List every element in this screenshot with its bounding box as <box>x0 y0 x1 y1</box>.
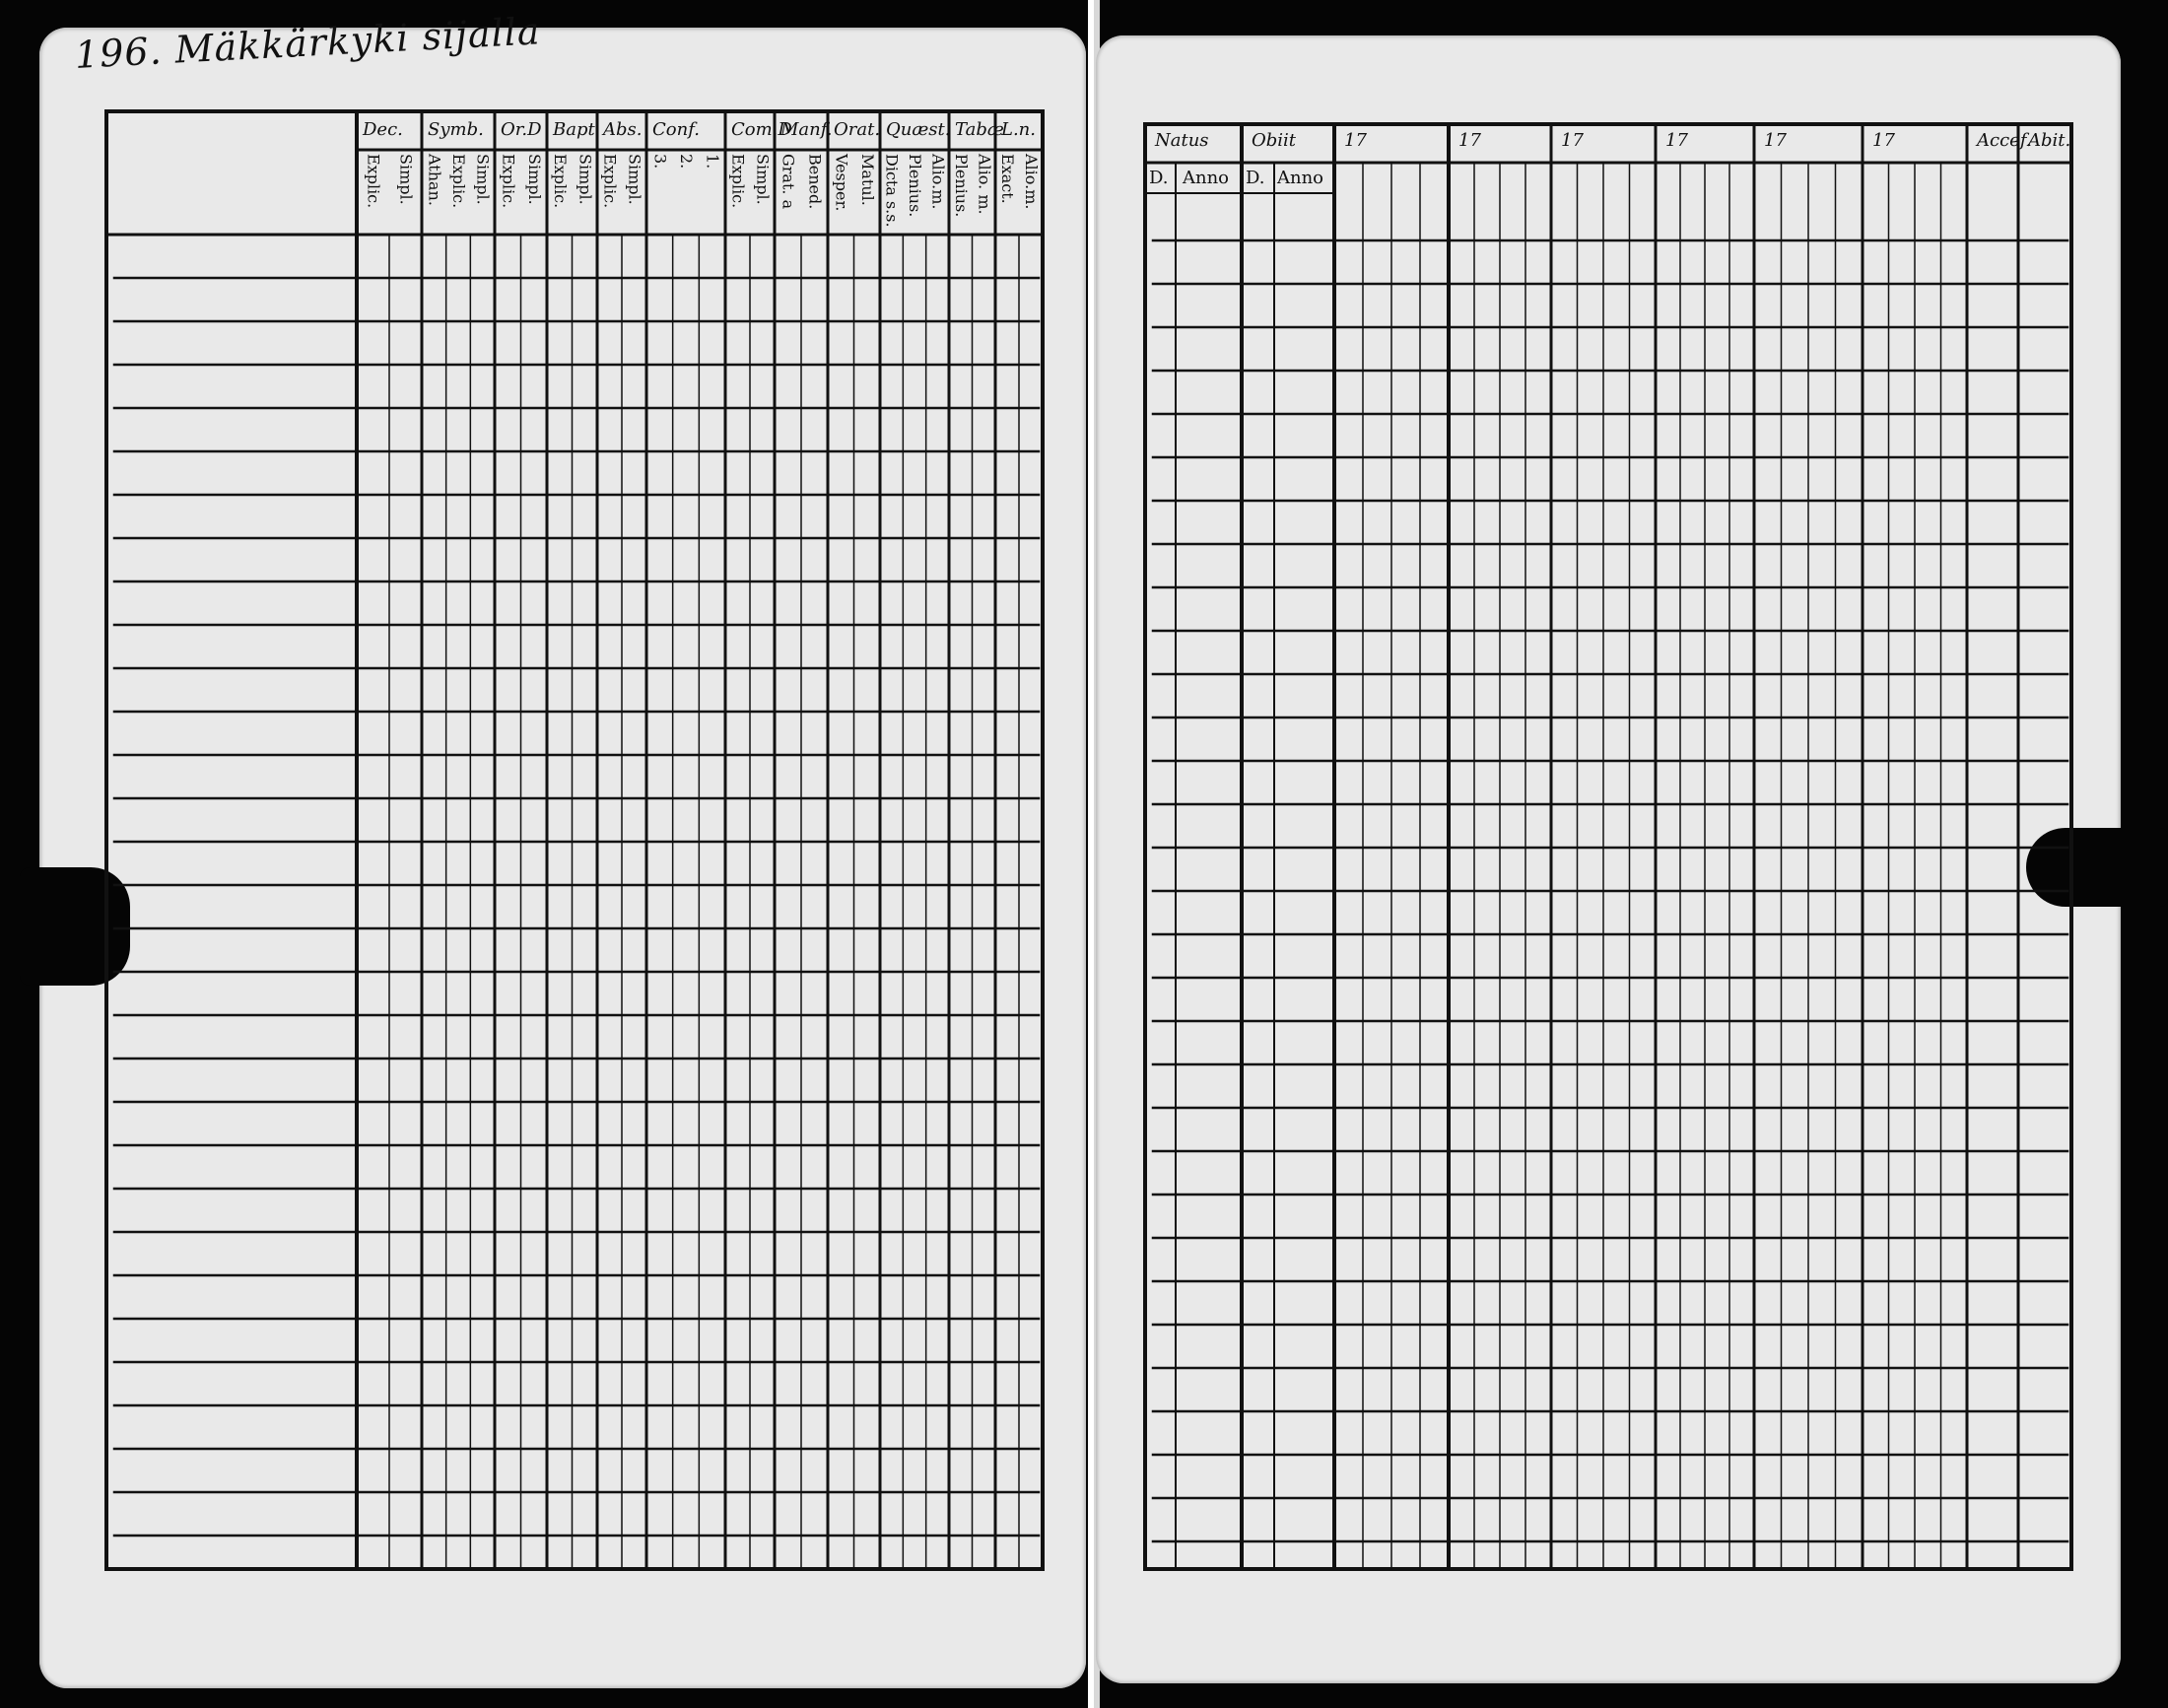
column-header: Natus <box>1155 130 1209 151</box>
handwritten-note: 196. Mäkkärkyki sijalla <box>73 9 542 77</box>
column-header: Orat. <box>834 119 881 140</box>
column-subheader: Explic. <box>499 154 518 209</box>
column-subheader: Alio.m. <box>928 154 948 210</box>
column-header: Dec. <box>363 119 403 140</box>
column-subheader: Grat. a <box>779 154 798 210</box>
column-subheader: Anno <box>1183 168 1230 188</box>
column-subheader: Plenius. <box>951 154 971 218</box>
column-subheader: Plenius. <box>906 154 924 218</box>
column-subheader: Alio.m. <box>1022 154 1041 210</box>
column-subheader: Anno <box>1277 168 1324 188</box>
column-subheader: Simpl. <box>524 154 544 205</box>
column-header: 17 <box>1872 130 1895 151</box>
column-subheader: Simpl. <box>473 154 493 205</box>
column-subheader: Simpl. <box>625 154 644 205</box>
column-subheader: Simpl. <box>753 154 773 205</box>
column-subheader: 2. <box>677 154 696 170</box>
column-subheader: Explic. <box>728 154 748 209</box>
column-subheader: D. <box>1149 168 1169 188</box>
column-subheader: Explic. <box>550 154 570 209</box>
column-header: L.n. <box>1001 119 1036 140</box>
column-header: 17 <box>1764 130 1787 151</box>
column-header: Conf. <box>652 119 700 140</box>
column-subheader: Athan. <box>425 154 444 206</box>
column-header: Or.D <box>501 119 542 140</box>
column-subheader: Vesper. <box>832 154 851 212</box>
column-header: Quæst. <box>886 119 951 140</box>
column-header: 17 <box>1344 130 1367 151</box>
column-subheader: Exact. <box>998 154 1017 204</box>
column-subheader: Matul. <box>857 154 877 206</box>
column-subheader: Explic. <box>364 154 383 209</box>
column-header: Symb. <box>428 119 484 140</box>
column-subheader: Simpl. <box>576 154 595 205</box>
column-subheader: 1. <box>703 154 722 170</box>
column-subheader: 3. <box>650 154 670 170</box>
column-header: Com.D <box>731 119 792 140</box>
column-header: Manf. <box>780 119 833 140</box>
column-header: Bapt <box>553 119 595 140</box>
column-header: 17 <box>1561 130 1584 151</box>
column-subheader: D. <box>1246 168 1265 188</box>
column-header: Abit. <box>2028 130 2071 151</box>
column-header: Accef. <box>1977 130 2032 151</box>
column-subheader: Dicta s.s. <box>882 154 902 228</box>
column-subheader: Explic. <box>449 154 468 209</box>
column-subheader: Bened. <box>805 154 825 210</box>
column-subheader: Simpl. <box>396 154 416 205</box>
column-header: Tabæ <box>955 119 1004 140</box>
column-subheader: Alio. m. <box>975 154 994 215</box>
column-subheader: Explic. <box>600 154 620 209</box>
column-header: Abs. <box>603 119 643 140</box>
column-header: Obiit <box>1252 130 1297 151</box>
column-header: 17 <box>1458 130 1481 151</box>
column-header: 17 <box>1665 130 1688 151</box>
